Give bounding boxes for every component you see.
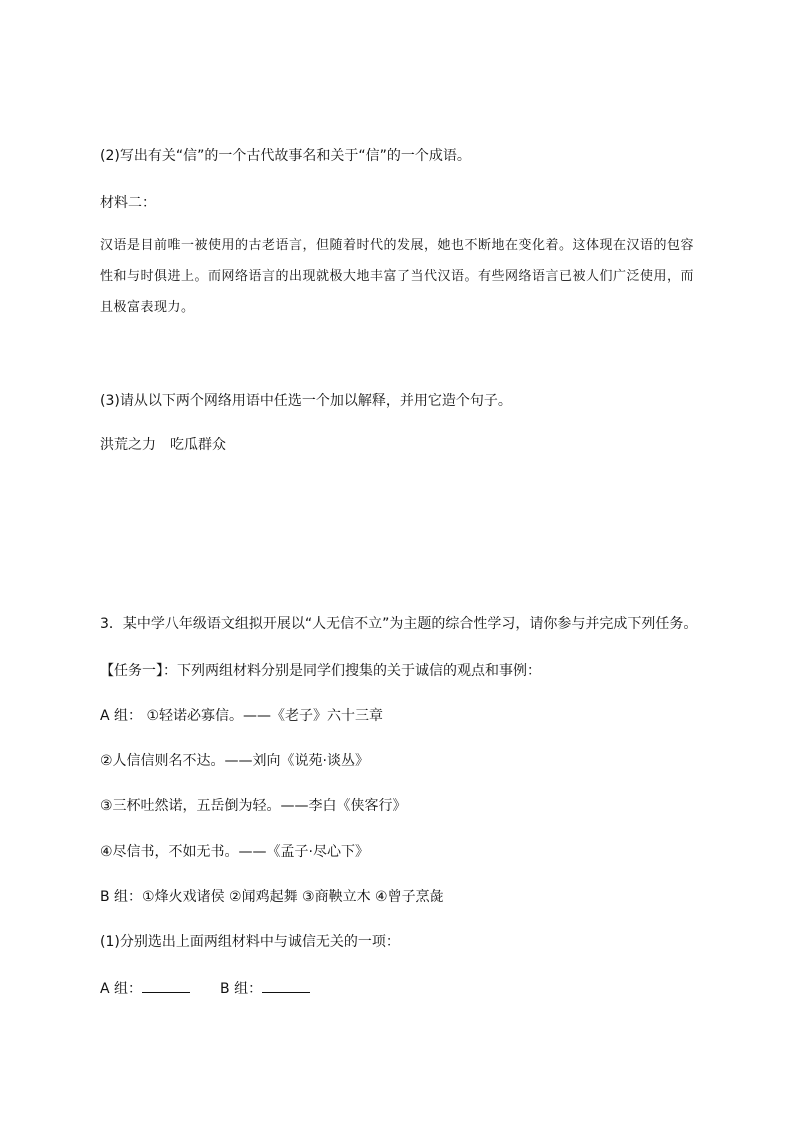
answer-a-label: A 组： xyxy=(100,981,143,997)
answer-b-blank[interactable] xyxy=(262,978,310,993)
question-2-part-3: (3)请从以下两个网络用语中任选一个加以解释，并用它造个句子。 xyxy=(100,393,512,409)
group-a-item-4: ④尽信书，不如无书。——《孟子·尽心下》 xyxy=(100,844,369,860)
answer-row xyxy=(100,978,340,999)
group-a-item-1: A 组： ①轻诺必寡信。——《老子》六十三章 xyxy=(100,708,384,724)
answer-a-blank[interactable] xyxy=(142,978,190,993)
group-b-items: B 组：①烽火戏诸侯 ②闻鸡起舞 ③商鞅立木 ④曾子烹彘 xyxy=(100,889,444,905)
group-a-item-3: ③三杯吐然诺，五岳倒为轻。——李白《侠客行》 xyxy=(100,798,407,814)
question-3-part-1: (1)分别选出上面两组材料中与诚信无关的一项： xyxy=(100,934,400,950)
question-3-intro: 3．某中学八年级语文组拟开展以“人无信不立”为主题的综合性学习，请你参与并完成下列任务。 xyxy=(100,616,698,632)
network-terms: 洪荒之力 吃瓜群众 xyxy=(100,437,226,453)
material-2-label: 材料二： xyxy=(100,195,156,211)
question-2-part-2: (2)写出有关“信”的一个古代故事名和关于“信”的一个成语。 xyxy=(100,148,471,164)
task-1-heading: 【任务一】：下列两组材料分别是同学们搜集的关于诚信的观点和事例： xyxy=(100,663,541,679)
group-a-item-2: ②人信信则名不达。——刘向《说苑·谈丛》 xyxy=(100,753,369,769)
answer-b-label: B 组： xyxy=(220,981,263,997)
material-2-text: 汉语是目前唯一被使用的古老语言，但随着时代的发展，她也不断地在变化着。这体现在汉语的包容性和与时俱进上。而网络语言的出现就极大地丰富了当代汉语。有些网络语言已被人们广泛使用，而且极富表现力。 xyxy=(100,238,695,315)
